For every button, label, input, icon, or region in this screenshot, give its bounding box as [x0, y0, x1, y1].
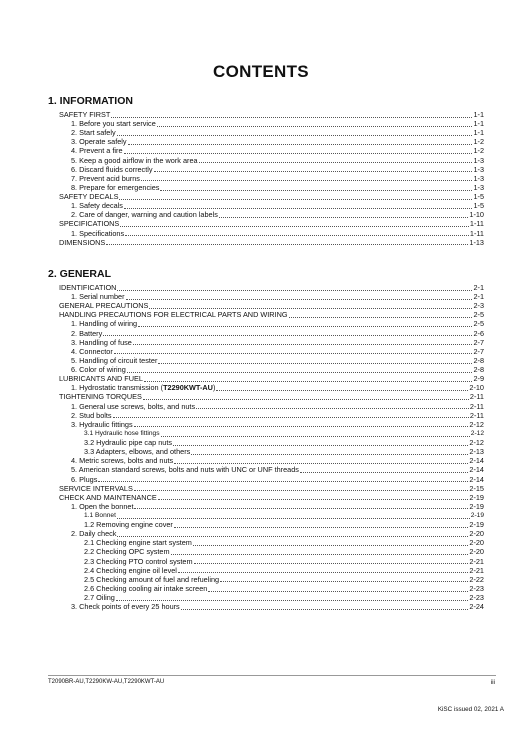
toc-entry-label: 2.5 Checking amount of fuel and refueling [84, 574, 220, 584]
toc-entry[interactable] [71, 138, 484, 147]
toc-entry-page: 2-14 [469, 465, 484, 475]
toc-entry-page: 1-2 [473, 137, 484, 147]
toc-entry[interactable] [71, 421, 484, 430]
toc-leader-dots [181, 608, 469, 610]
toc-entry-page: 2-20 [469, 538, 484, 548]
issued-note: KiSC issued 02, 2021 A [437, 706, 504, 713]
toc-entry-label: 1. Handling of wiring [71, 319, 138, 329]
toc-entry[interactable] [59, 239, 484, 248]
toc-entry-page: 1-2 [473, 146, 484, 156]
toc-entry-page: 2-7 [473, 337, 484, 347]
toc-entry[interactable] [71, 466, 484, 475]
toc-leader-dots [134, 425, 469, 427]
toc-entry-label: 2. Start safely [71, 128, 116, 138]
toc-leader-dots [106, 243, 468, 245]
toc-entry-page: 2-19 [469, 520, 484, 530]
toc-entry-label: 2.3 Checking PTO control system [84, 556, 193, 566]
toc-entry-page: 2-24 [469, 602, 484, 612]
toc-leader-dots [134, 507, 468, 509]
toc-leader-dots [141, 179, 472, 181]
toc-entry-label: 1.2 Removing engine cover [84, 520, 173, 530]
toc-entry-page: 2-20 [469, 529, 484, 539]
toc-leader-dots [103, 334, 472, 336]
toc-leader-dots [134, 489, 469, 491]
toc-entry[interactable] [71, 476, 484, 485]
toc-entry-label: TIGHTENING TORQUES [59, 392, 142, 402]
toc-entry-page: 2-8 [473, 365, 484, 375]
toc-entry-page: 2-8 [473, 355, 484, 365]
toc-entry-page: 1-5 [473, 192, 484, 202]
toc-entry-label: 5. Handling of circuit tester [71, 355, 158, 365]
toc-entry[interactable] [71, 330, 484, 339]
toc-entry-page: 2-9 [473, 374, 484, 384]
toc-leader-dots [124, 152, 473, 154]
toc-entry[interactable] [71, 403, 484, 412]
toc-entry-page: 2-21 [469, 565, 484, 575]
toc-entry-label: 3. Hydraulic fittings [71, 419, 133, 429]
toc-leader-dots [199, 161, 473, 163]
toc-entry[interactable] [71, 230, 484, 239]
page-title: CONTENTS [213, 62, 309, 81]
toc-entry-page: 2-12 [470, 429, 484, 437]
toc-leader-dots [158, 362, 472, 364]
toc-entry-page: 2-11 [469, 410, 484, 420]
toc-entry-label: 6. Discard fluids correctly [71, 164, 153, 174]
toc-entry-page: 2-1 [473, 283, 484, 292]
toc-leader-dots [173, 444, 468, 446]
toc-entry-page: 2-15 [469, 483, 484, 493]
toc-entry-label: SAFETY FIRST [59, 110, 111, 119]
toc-leader-dots [300, 471, 468, 473]
toc-entry-page: 1-3 [473, 182, 484, 192]
toc-entry-page: 1-3 [473, 173, 484, 183]
toc-leader-dots [127, 371, 473, 373]
toc-entry-page: 2-7 [473, 346, 484, 356]
toc-entry-label: 4. Prevent a fire [71, 146, 123, 156]
toc-entry-page: 2-22 [469, 574, 484, 584]
toc-entry-label: 2.1 Checking engine start system [84, 538, 192, 548]
toc-entry-label: 4. Connector [71, 346, 113, 356]
toc-entry-page: 1-1 [473, 119, 484, 129]
toc-leader-dots [111, 116, 472, 118]
toc-entry-label: 1. Hydrostatic transmission (T2290KWT-AU) [71, 383, 216, 393]
toc-entry-label: 2. Battery [71, 328, 103, 338]
toc-entry-label: 4. Metric screws, bolts and nuts [71, 456, 174, 466]
toc-entry-page: 2-11 [469, 401, 484, 411]
toc-entry-label: 3. Check points of every 25 hours [71, 602, 180, 612]
toc-entry-page: 2-14 [469, 474, 484, 484]
toc-entry-label: 2.4 Checking engine oil level [84, 565, 177, 575]
toc-leader-dots [98, 480, 468, 482]
toc-entry-label: 2. Care of danger, warning and caution labels [71, 210, 218, 220]
toc-entry[interactable] [71, 603, 484, 612]
toc-entry-page: 1-13 [469, 237, 484, 247]
toc-entry-page: 2-12 [469, 419, 484, 429]
toc-leader-dots [126, 298, 473, 300]
toc-entry-label: 3.1 Hydraulic hose fittings [84, 429, 160, 437]
toc-leader-dots [191, 453, 468, 455]
toc-leader-dots [120, 225, 469, 227]
toc-entry-page: 1-11 [469, 228, 484, 238]
toc-leader-dots [178, 571, 468, 573]
toc-leader-dots [125, 234, 469, 236]
toc-entry-label: 3.2 Hydraulic pipe cap nuts [84, 438, 173, 448]
toc-leader-dots [158, 498, 469, 500]
toc-entry-label: 6. Plugs [71, 474, 98, 484]
toc-entry-page: 2-23 [469, 583, 484, 593]
toc-entry-label: SAFETY DECALS [59, 192, 119, 202]
toc-entry-label: 5. American standard screws, bolts and nuts with UNC or UNF threads [71, 465, 299, 475]
toc-entry-label: 8. Prepare for emergencies [71, 182, 160, 192]
toc-leader-dots [133, 343, 473, 345]
toc-leader-dots [149, 307, 472, 309]
toc-leader-dots [143, 398, 469, 400]
toc-leader-dots [219, 216, 469, 218]
toc-entry-page: 2-19 [470, 512, 484, 519]
toc-leader-dots [194, 562, 469, 564]
toc-entry-label: 1. Serial number [71, 292, 125, 302]
toc-entry-label: 6. Color of wiring [71, 365, 126, 375]
toc-leader-dots [117, 535, 468, 537]
toc-leader-dots [208, 590, 468, 592]
toc-entry-label: DIMENSIONS [59, 237, 106, 247]
toc-leader-dots [117, 289, 472, 291]
toc-entry[interactable] [71, 184, 484, 193]
toc-entry-label: 3.3 Adapters, elbows, and others [84, 447, 191, 457]
toc-entry-label: SERVICE INTERVALS [59, 483, 133, 493]
toc-entry-label: 2.6 Checking cooling air intake screen [84, 583, 208, 593]
toc-entry-label: HANDLING PRECAUTIONS FOR ELECTRICAL PARTS AND WIRING [59, 310, 288, 320]
toc-leader-dots [117, 517, 470, 519]
toc-entry[interactable] [71, 339, 484, 348]
toc-entry-page: 1-10 [469, 210, 484, 220]
toc-entry-label: 2. Stud bolts [71, 410, 112, 420]
toc-leader-dots [193, 544, 469, 546]
toc-entry-page: 2-12 [469, 438, 484, 448]
toc-leader-dots [160, 189, 472, 191]
toc-leader-dots [114, 352, 473, 354]
toc-entry-label: LUBRICANTS AND FUEL [59, 374, 143, 384]
toc-entry-label: 2.2 Checking OPC system [84, 547, 170, 557]
toc-entry[interactable] [71, 120, 484, 129]
toc-entry-page: 2-20 [469, 547, 484, 557]
toc-entry-label: CHECK AND MAINTENANCE [59, 492, 157, 502]
toc-entry-label: 1. General use screws, bolts, and nuts [71, 401, 196, 411]
toc-entry-label: GENERAL PRECAUTIONS [59, 301, 149, 311]
toc-leader-dots [117, 134, 473, 136]
toc-entry-page: 2-13 [469, 447, 484, 457]
toc-leader-dots [174, 462, 468, 464]
toc-entry-page: 2-23 [469, 593, 484, 603]
toc-leader-dots [157, 125, 473, 127]
toc-entry[interactable] [71, 129, 484, 138]
toc-entry-label: 1. Safety decals [71, 201, 123, 211]
toc-entry-page: 2-5 [473, 319, 484, 329]
toc-entry-label: 5. Keep a good airflow in the work area [71, 155, 198, 165]
section-title: 2. GENERAL [48, 268, 112, 280]
toc-entry-label: IDENTIFICATION [59, 283, 117, 292]
footer-page-number: iii [490, 679, 495, 686]
toc-leader-dots [174, 526, 469, 528]
toc-entry-label: 1. Before you start service [71, 119, 156, 129]
toc-entry-label: 2.7 Oiling [84, 593, 115, 603]
toc-entry-page: 2-1 [473, 292, 484, 302]
toc-entry[interactable] [84, 585, 484, 594]
toc-entry-page: 2-14 [469, 456, 484, 466]
toc-entry[interactable] [71, 357, 484, 366]
toc-leader-dots [171, 553, 469, 555]
toc-entry-label: 1. Open the bonnet [71, 501, 134, 511]
toc-leader-dots [119, 198, 472, 200]
toc-leader-dots [161, 435, 470, 437]
toc-leader-dots [154, 170, 473, 172]
toc-leader-dots [116, 599, 469, 601]
toc-entry-label: 7. Prevent acid burns [71, 173, 140, 183]
toc-leader-dots [124, 207, 473, 209]
toc-entry-label: 1.1 Bonnet [84, 512, 116, 519]
toc-entry-page: 2-21 [469, 556, 484, 566]
toc-entry-label: SPECIFICATIONS [59, 219, 120, 229]
toc-entry-label: 1. Specifications [71, 228, 125, 238]
toc-entry-page: 2-5 [473, 310, 484, 320]
toc-entry-page: 1-3 [473, 155, 484, 165]
toc-leader-dots [138, 325, 472, 327]
toc-entry-page: 2-6 [473, 328, 484, 338]
toc-entry-label: 2. Daily check [71, 529, 117, 539]
toc-entry-page: 1-3 [473, 164, 484, 174]
toc-entry-page: 2-19 [469, 501, 484, 511]
toc-entry[interactable] [71, 503, 484, 512]
toc-leader-dots [196, 407, 469, 409]
toc-leader-dots [289, 316, 473, 318]
toc-entry[interactable] [71, 412, 484, 421]
toc-entry-page: 2-3 [473, 301, 484, 311]
footer-models: T2090BR-AU,T2290KW-AU,T2290KWT-AU [48, 679, 165, 685]
toc-leader-dots [128, 143, 473, 145]
toc-entry-page: 1-1 [473, 128, 484, 138]
toc-entry-page: 2-19 [469, 492, 484, 502]
toc-leader-dots [144, 380, 473, 382]
toc-entry-label: 3. Handling of fuse [71, 337, 132, 347]
toc-entry-page: 1-5 [473, 201, 484, 211]
toc-entry-label: 3. Operate safely [71, 137, 127, 147]
toc-entry-model: T2290KWT-AU [163, 383, 213, 393]
toc-entry-page: 2-11 [469, 392, 484, 402]
toc-entry[interactable] [71, 320, 484, 329]
toc-leader-dots [216, 389, 468, 391]
toc-entry[interactable] [71, 211, 484, 220]
toc-leader-dots [220, 580, 468, 582]
toc-entry-page: 2-10 [469, 383, 484, 393]
footer-divider [48, 675, 496, 676]
toc-entry[interactable] [84, 521, 484, 530]
toc-entry-page: 1-11 [469, 219, 484, 229]
toc-entry-page: 1-1 [473, 110, 484, 119]
section-title: 1. INFORMATION [48, 95, 133, 107]
toc-leader-dots [113, 416, 469, 418]
